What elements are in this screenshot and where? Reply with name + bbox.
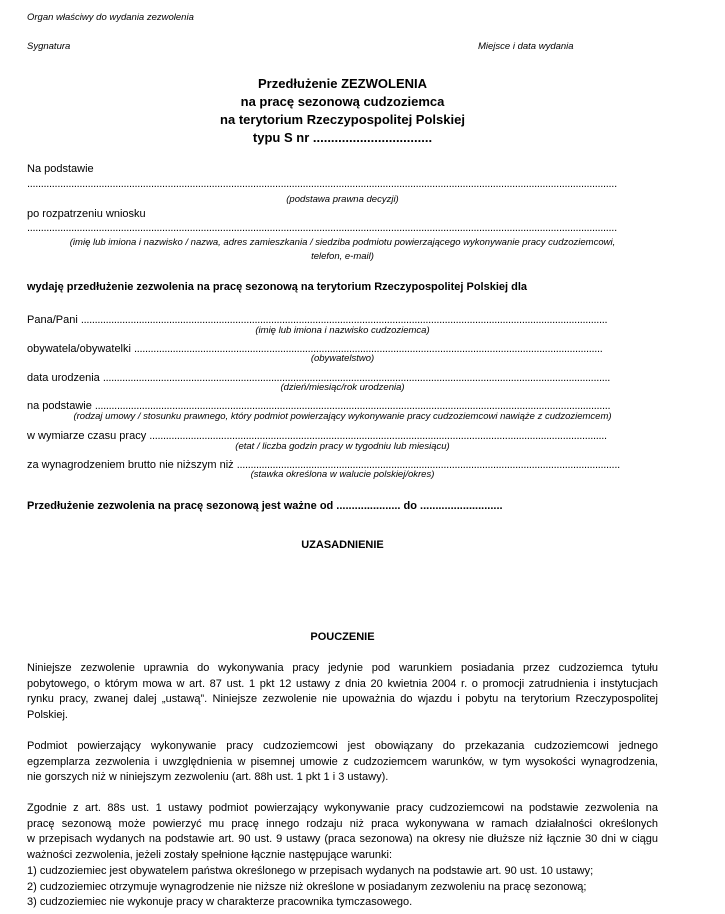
field-hint: (imię lub imiona i nazwisko cudzoziemca) (255, 325, 430, 336)
justification-heading: UZASADNIENIE (301, 539, 384, 551)
paragraph-line: 3) cudzoziemiec nie wykonuje pracy w charakterze pracownika tymczasowego. (27, 896, 413, 909)
place-date-label: Miejsce i data wydania (478, 41, 574, 52)
instruction-paragraph-3 (27, 801, 658, 911)
basis-hint: (podstawa prawna decyzji) (286, 194, 399, 205)
field-hint: (etat / liczba godzin pracy w tygodniu lub miesiącu) (235, 441, 450, 452)
paragraph-line: ważności zezwolenia, jeżeli zostały spełnione łącznie następujące warunki: (27, 849, 393, 862)
paragraph-line: nie gorszych niż w niniejszym zezwoleniu (art. 88h ust. 1 pkt 1 i 3 ustawy). (27, 771, 389, 784)
field-hint: (rodzaj umowy / stosunku prawnego, który podmiot powierzający wykonywanie pracy cudzoziemcowi nawiąże z cudzoziemcem) (73, 411, 612, 422)
paragraph-line: Zgodnie z art. 88s ust. 1 ustawy podmiot powierzający wykonywanie pracy cudzoziemcowi na podstawie zezwolenia na (27, 802, 658, 814)
paragraph-line: pracę sezonową może powierzyć mu pracę innego rodzaju niż praca wykonywana w ramach działalności określonych (27, 817, 658, 830)
field-hint: (stawka określona w walucie polskiej/okres) (250, 469, 435, 480)
field-label: obywatela/obywatelki (27, 343, 135, 355)
instruction-heading: POUCZENIE (310, 631, 375, 643)
paragraph-line: 1) cudzoziemiec jest obywatelem państwa określonego w przepisach wydanych na podstawie art. 90 ust. 10 ustawy; (27, 864, 594, 877)
paragraph-line: Niniejsze zezwolenie uprawnia do wykonywania pracy jedynie pod warunkiem posiadania przez cudzoziemca tytułu (27, 662, 658, 674)
basis-field[interactable]: ...................................................................................................................................................................................................................... (27, 178, 617, 190)
field-label: Pana/Pani (27, 314, 81, 326)
paragraph-line: egzemplarza zezwolenia i uwzględnienia w pisemnej umowie z cudzoziemcem warunków, w tym wysokości wynagrodzenia, (27, 755, 658, 768)
paragraph-line: Podmiot powierzający wykonywanie pracy cudzoziemcowi jest obowiązany do przekazania cudzoziemcowi jednego (27, 740, 658, 752)
field-dots[interactable]: ........................................................................................................................................................................................... (94, 400, 611, 412)
field-dots[interactable]: ........................................................................................................................................... (236, 459, 620, 471)
paragraph-line: w przepisach wydanych na podstawie art. 90 ust. 9 ustawy (praca sezonowa) na okresy nie dłuższe niż łącznie 30 dni w ciągu (27, 833, 658, 846)
field-hint: (obywatelstwo) (310, 353, 375, 364)
field-label: w wymiarze czasu pracy (27, 430, 150, 442)
request-label: po rozpatrzeniu wniosku (27, 208, 146, 220)
request-hint-line2: telefon, e-mail) (311, 251, 374, 262)
field-hint: (dzień/miesiąc/rok urodzenia) (280, 382, 405, 393)
document-title-line2: na pracę sezonową cudzoziemca (240, 94, 445, 109)
basis-label: Na podstawie (27, 163, 94, 175)
field-label: za wynagrodzeniem brutto nie niższym niż (27, 459, 237, 471)
field-dots[interactable]: ............................................................................................................................................................................................... (80, 314, 608, 326)
instruction-paragraph-2 (27, 739, 658, 786)
signature-label: Sygnatura (27, 41, 71, 52)
validity-statement: Przedłużenie zezwolenia na pracę sezonową jest ważne od ..................... do ........................... (27, 500, 503, 512)
issuing-authority-label: Organ właściwy do wydania zezwolenia (27, 12, 194, 23)
request-field[interactable]: ...................................................................................................................................................................................................................... (27, 222, 617, 234)
document-title-line1: Przedłużenie ZEZWOLENIA (257, 76, 427, 91)
permit-statement: wydaję przedłużenie zezwolenia na pracę sezonową na terytorium Rzeczypospolitej Polskiej dla (27, 281, 528, 293)
paragraph-line: rynku pracy, zwanej dalej „ustawą”. Niniejsze zezwolenie nie upoważnia do wjazdu i pobytu na terytorium Rzeczypospolitej (27, 693, 658, 706)
instruction-paragraph-1 (27, 661, 658, 724)
paragraph-line: pobytowego, o którym mowa w art. 87 ust. 1 pkt 12 ustawy z dnia 20 kwietnia 2004 r. o promocji zatrudnienia i instytucjach (27, 677, 658, 690)
field-dots[interactable]: ...................................................................................................................................................................... (149, 430, 607, 442)
field-dots[interactable]: ........................................................................................................................................................................................ (102, 372, 610, 384)
field-label: na podstawie (27, 400, 95, 412)
paragraph-line: Polskiej. (27, 709, 68, 722)
field-dots[interactable]: .......................................................................................................................................................................... (134, 343, 603, 355)
document-title-line4: typu S nr ................................. (252, 130, 433, 145)
request-hint-line1: (imię lub imiona i nazwisko / nazwa, adres zamieszkania / siedziba podmiotu powierzającego wykonywanie pracy cudzoziemcowi, (69, 237, 616, 248)
paragraph-line: 2) cudzoziemiec otrzymuje wynagrodzenie nie niższe niż określone w posiadanym zezwoleniu na pracę sezonową; (27, 880, 587, 893)
field-label: data urodzenia (27, 372, 103, 384)
document-title-line3: na terytorium Rzeczypospolitej Polskiej (220, 112, 465, 127)
